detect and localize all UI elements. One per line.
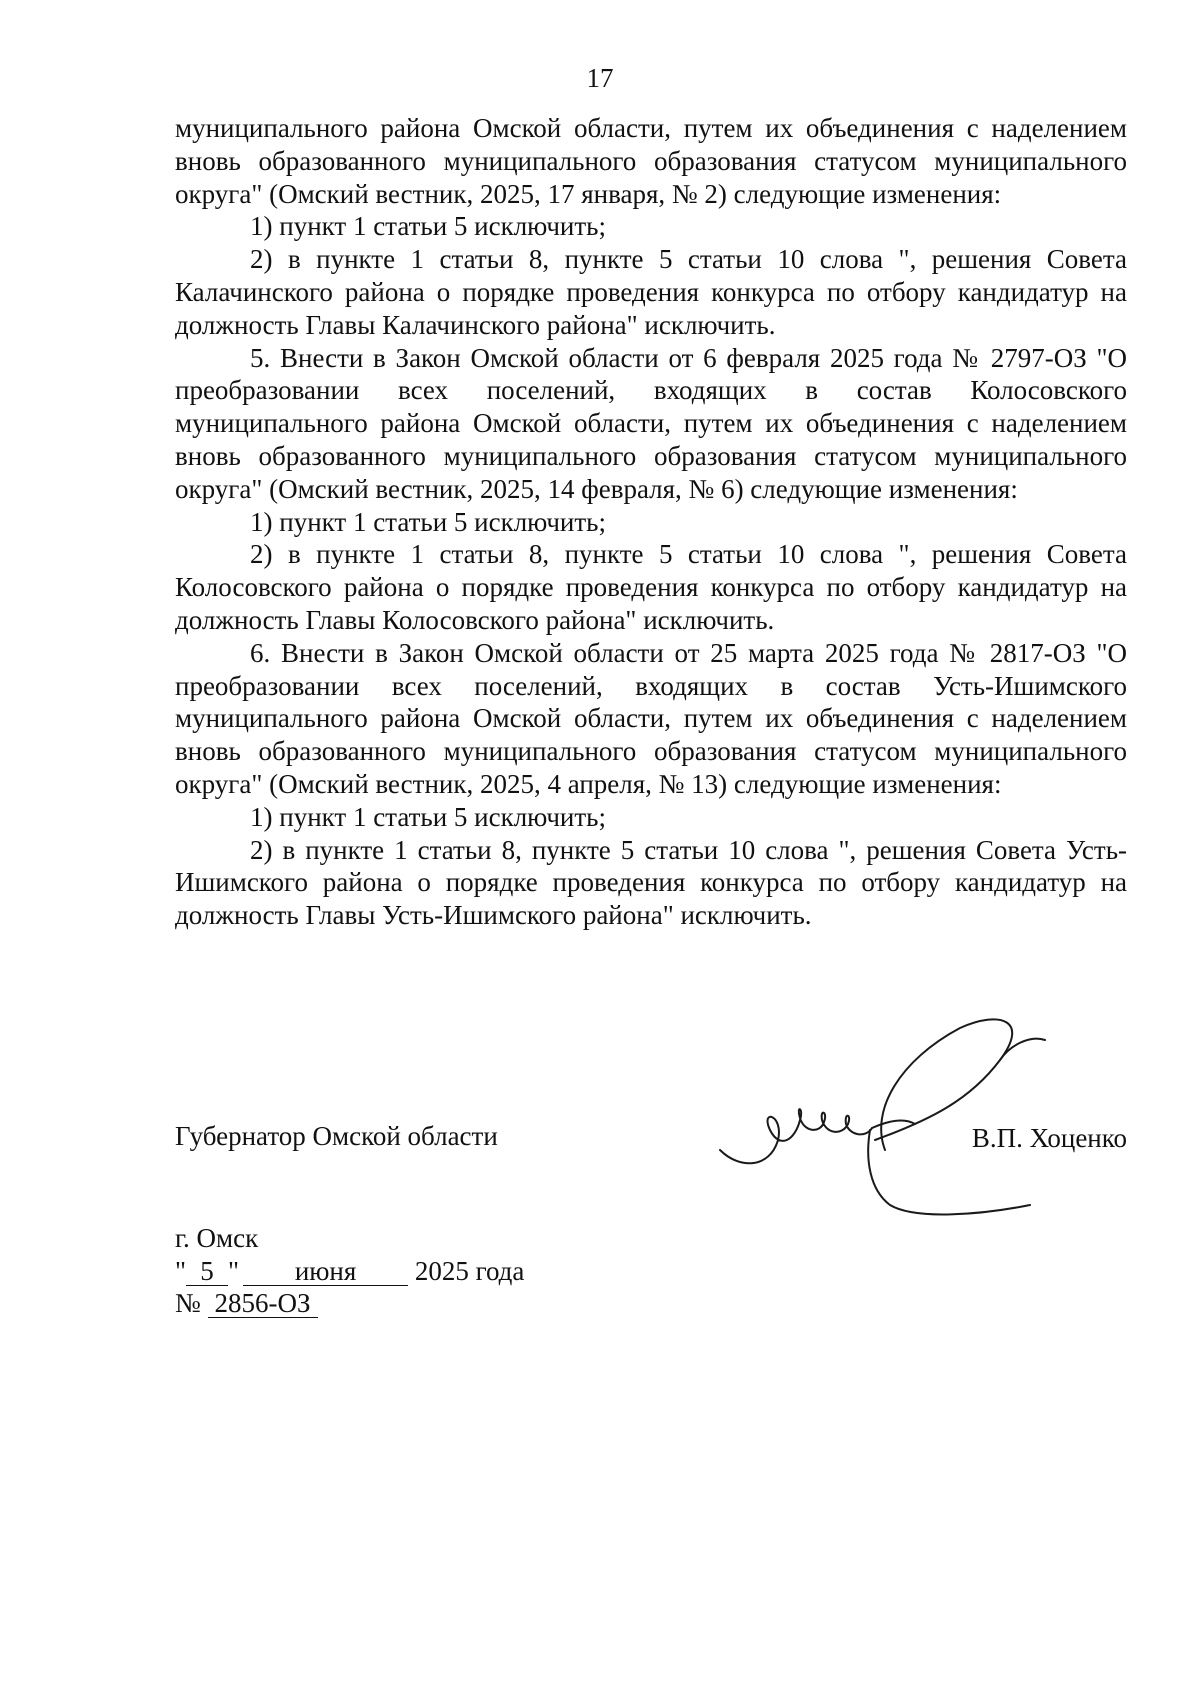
paragraph: 2) в пункте 1 статьи 8, пункте 5 статьи 10 слова ", решения Совета Калачинского района о порядке проведения конкурса по отбору кандидатур на должность Главы Калачинского района" исключить. [175,244,1127,340]
signatory-title: Губернатор Омской области [175,1121,498,1151]
law-number: 2856-ОЗ [208,1289,318,1318]
date-close-quote: " [228,1255,240,1286]
date-month: июня [243,1257,408,1286]
date-open-quote: " [175,1255,187,1286]
date-day: 5 [186,1257,228,1286]
handwritten-signature [700,1000,1120,1220]
date-line [175,1255,524,1288]
page-number: 17 [586,63,614,93]
paragraph: 1) пункт 1 статьи 5 исключить; [250,801,606,832]
signatory-name: В.П. Хоценко [971,1123,1127,1153]
law-number-line [175,1287,524,1320]
paragraph: 1) пункт 1 статьи 5 исключить; [250,506,606,537]
document-body [175,112,1127,932]
paragraph: муниципального района Омской области, путем их объединения с наделением вновь образованного муниципального образования статусом муниципального округа" (Омский вестник, 2025, 17 января, № 2) следующие изменения: [175,113,1127,209]
number-sign: № [175,1288,201,1318]
date-year: 2025 года [414,1255,525,1286]
paragraph: 1) пункт 1 статьи 5 исключить; [250,211,606,242]
document-footer [175,1222,524,1320]
paragraph: 2) в пункте 1 статьи 8, пункте 5 статьи 10 слова ", решения Совета Усть-Ишимского района о порядке проведения конкурса по отбору кандидатур на должность Главы Усть-Ишимского района" исключить. [175,834,1127,931]
paragraph: 5. Внести в Закон Омской области от 6 февраля 2025 года № 2797-ОЗ "О преобразовании всех поселений, входящих в состав Колосовского муниципального района Омской области, путем их объединения с наделением вновь образованного муниципального образования статусом муниципального округа" (Омский вестник, 2025, 14 февраля, № 6) следующие изменения: [175,342,1127,504]
paragraph: 6. Внести в Закон Омской области от 25 марта 2025 года № 2817-ОЗ "О преобразовании всех поселений, входящих в состав Усть-Ишимского муниципального района Омской области, путем их объединения с наделением вновь образованного муниципального образования статусом муниципального округа" (Омский вестник, 2025, 4 апреля, № 13) следующие изменения: [175,637,1127,799]
paragraph: 2) в пункте 1 статьи 8, пункте 5 статьи 10 слова ", решения Совета Колосовского района о порядке проведения конкурса по отбору кандидатур на должность Главы Колосовского района" исключить. [175,539,1127,635]
city: г. Омск [175,1223,259,1253]
